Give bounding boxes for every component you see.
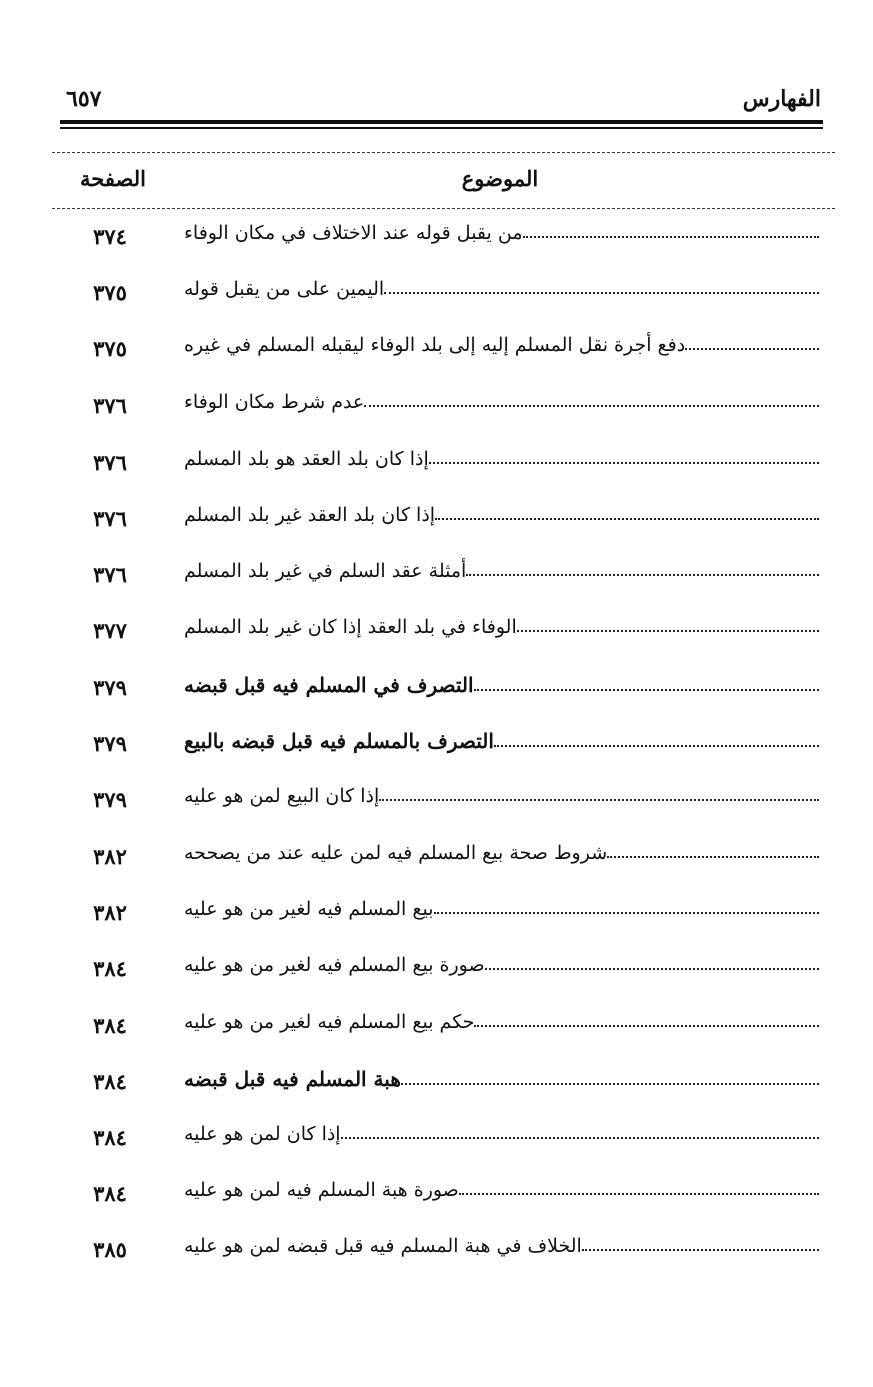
entry-page: ٣٧٦ [93,562,127,587]
leader-dots [401,1083,819,1085]
entry-title: إذا كان البيع لمن هو عليه [184,785,380,807]
leader-dots [434,912,819,914]
entry-title: هبة المسلم فيه قبل قبضه [184,1067,401,1091]
entry-title: إذا كان بلد العقد هو بلد المسلم [184,448,429,470]
index-entry [0,274,873,328]
leader-dots [384,292,819,294]
entry-title: حكم بيع المسلم فيه لغير من هو عليه [184,1011,475,1033]
entry-page: ٣٧٦ [93,506,127,531]
entry-title: الخلاف في هبة المسلم فيه قبل قبضه لمن هو عليه [184,1235,582,1257]
index-entry [0,330,873,384]
index-entry-heading [0,669,873,723]
leader-dots [523,236,819,238]
entry-page: ٣٧٩ [93,731,127,756]
entry-title: من يقبل قوله عند الاختلاف في مكان الوفاء [184,222,523,244]
entry-title: شروط صحة بيع المسلم فيه لمن عليه عند من يصححه [184,842,608,864]
leader-dots [459,1193,819,1195]
entry-page: ٣٨٢ [93,844,127,869]
header-rule-thick [60,120,823,124]
entry-page: ٣٨٤ [93,956,127,981]
entry-page: ٣٧٥ [93,280,127,305]
leader-dots [364,405,819,407]
entry-page: ٣٨٤ [93,1125,127,1150]
entry-page: ٣٨٢ [93,900,127,925]
leader-dots [474,1025,819,1027]
column-header-topic: الموضوع [461,166,539,191]
index-entry [0,387,873,441]
column-header-page: الصفحة [80,166,146,191]
leader-dots [494,745,819,747]
leader-dots [466,574,819,576]
index-entry [0,1119,873,1173]
header-title: الفهارس [742,86,821,112]
index-entry [0,218,873,272]
entry-page: ٣٧٥ [93,336,127,361]
entry-title: الوفاء في بلد العقد إذا كان غير بلد المسلم [184,616,517,638]
entry-page: ٣٨٤ [93,1069,127,1094]
entry-title: التصرف في المسلم فيه قبل قبضه [184,673,474,697]
entry-title: صورة بيع المسلم فيه لغير من هو عليه [184,954,485,976]
entry-title: دفع أجرة نقل المسلم إليه إلى بلد الوفاء ليقبله المسلم في غيره [184,334,686,356]
index-entry [0,612,873,666]
column-header-top-rule [52,152,835,153]
entry-title: عدم شرط مكان الوفاء [184,391,365,413]
entry-page: ٣٧٦ [93,393,127,418]
leader-dots [607,856,819,858]
header-page-number: ٦٥٧ [66,86,102,112]
entry-page: ٣٧٦ [93,450,127,475]
index-entry [0,556,873,610]
entry-page: ٣٧٩ [93,675,127,700]
index-entry [0,838,873,892]
entry-title: بيع المسلم فيه لغير من هو عليه [184,898,434,920]
leader-dots [485,968,819,970]
leader-dots [379,799,819,801]
header-rule-thin [60,127,823,129]
entry-title: اليمين على من يقبل قوله [184,278,385,300]
entry-title: إذا كان لمن هو عليه [184,1123,341,1145]
index-entry [0,781,873,835]
index-entry [0,950,873,1004]
index-entry [0,500,873,554]
index-entry [0,1007,873,1061]
entry-title: صورة هبة المسلم فيه لمن هو عليه [184,1179,459,1201]
index-entry [0,1175,873,1229]
entry-title: إذا كان بلد العقد غير بلد المسلم [184,504,436,526]
leader-dots [582,1249,819,1251]
entry-title: أمثلة عقد السلم في غير بلد المسلم [184,560,467,582]
entry-page: ٣٨٤ [93,1013,127,1038]
leader-dots [429,462,819,464]
leader-dots [435,518,819,520]
running-header [62,86,821,118]
leader-dots [474,689,819,691]
leader-dots [341,1137,819,1139]
entry-page: ٣٨٤ [93,1181,127,1206]
entry-page: ٣٧٤ [93,224,127,249]
column-header-bottom-rule [52,208,835,209]
index-entry-heading [0,1063,873,1117]
entry-page: ٣٨٥ [93,1237,127,1262]
leader-dots [685,348,819,350]
entry-page: ٣٧٧ [93,618,127,643]
leader-dots [517,630,819,632]
index-entry-heading [0,725,873,779]
index-entry [0,1231,873,1285]
index-entry [0,444,873,498]
index-entry [0,894,873,948]
entry-page: ٣٧٩ [93,787,127,812]
entry-title: التصرف بالمسلم فيه قبل قبضه بالبيع [184,729,494,753]
